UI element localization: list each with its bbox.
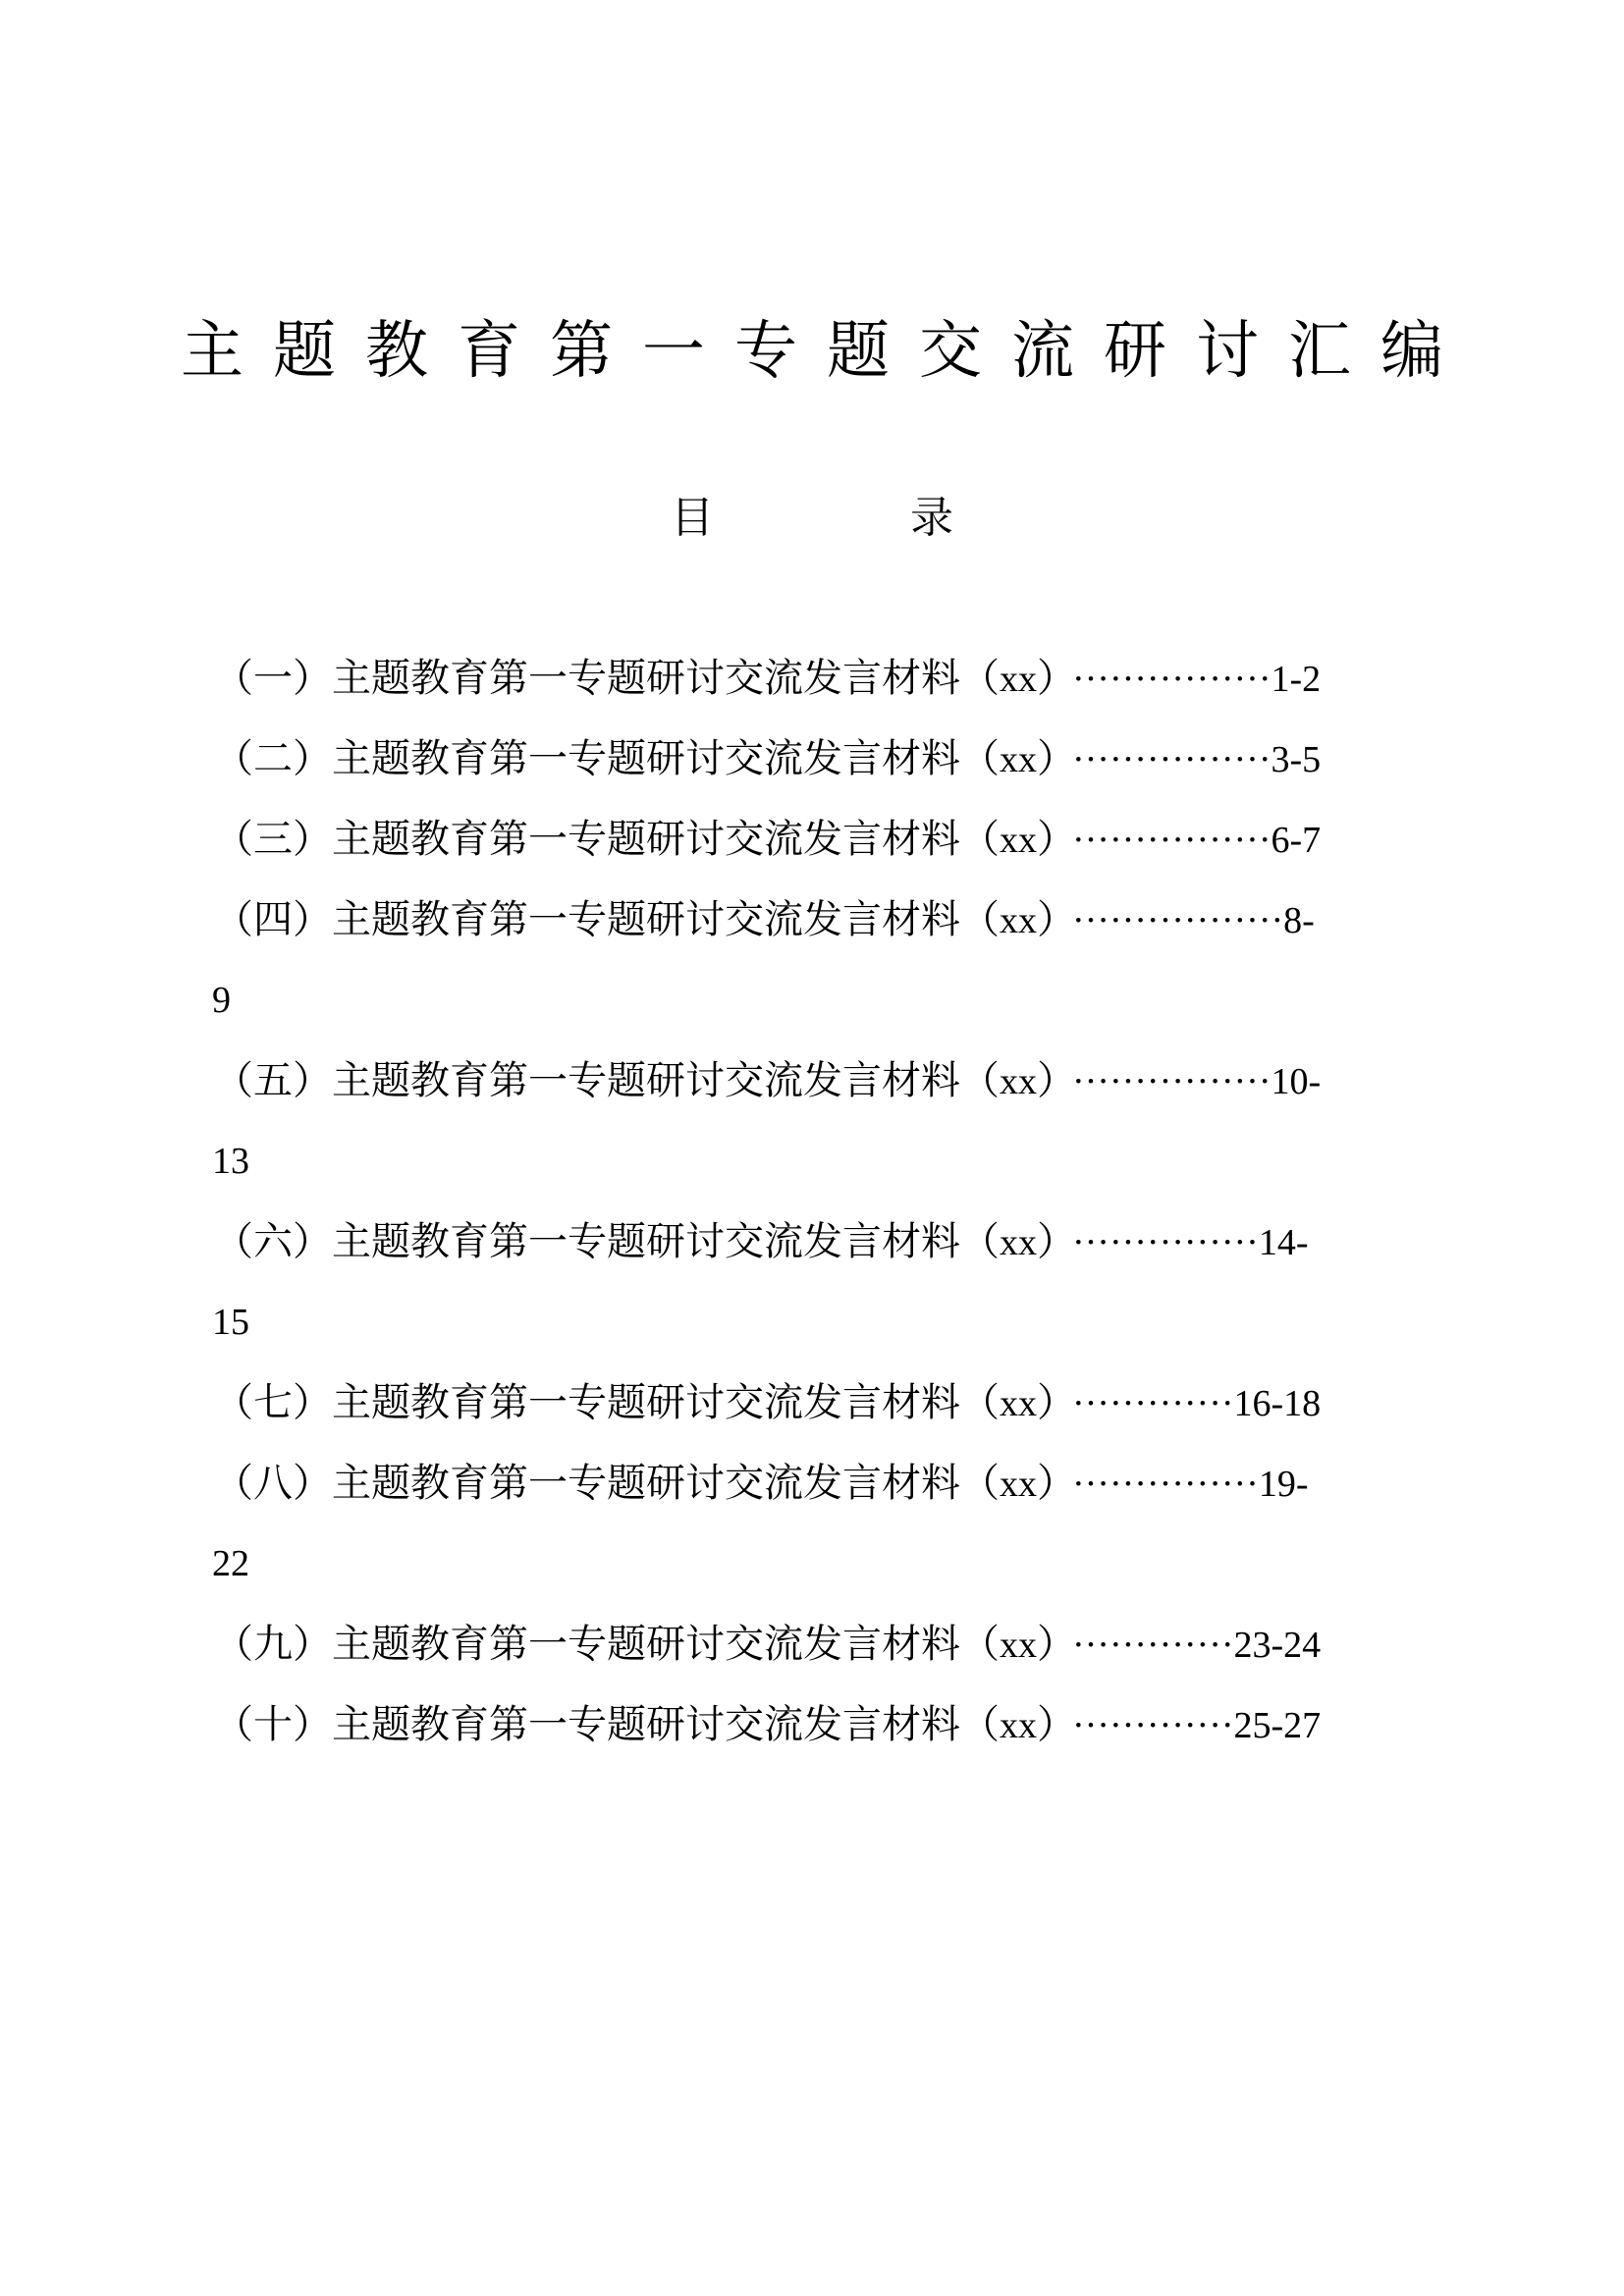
- toc-entry-author-open: （: [960, 1380, 1000, 1425]
- toc-entry[interactable]: [214, 648, 1432, 728]
- toc-entry-author-open: （: [960, 1622, 1000, 1667]
- toc-heading: [0, 489, 1624, 548]
- toc-entry[interactable]: [214, 728, 1432, 809]
- toc-entry-author: xx: [1000, 1061, 1037, 1102]
- toc-entry-pages: 25-27: [1233, 1705, 1322, 1746]
- toc-entry-author-close: ）: [1037, 1622, 1056, 1667]
- toc-entry-author-open: （: [960, 1219, 1000, 1264]
- toc-entry-dot-leader: ················: [1072, 1061, 1272, 1102]
- toc-entry-number: （三）: [214, 817, 332, 862]
- toc-entry-pages: 8-: [1283, 900, 1315, 941]
- toc-entry-pages-continued: 9: [212, 980, 231, 1021]
- toc-entry-author-close: ）: [1037, 1461, 1056, 1506]
- toc-entry-author: xx: [1000, 659, 1037, 700]
- document-title: 主题教育第一专题交流研讨汇编: [181, 315, 1473, 388]
- toc-entry-dot-leader: ·············: [1072, 1625, 1234, 1666]
- toc-entry-author: xx: [1000, 1222, 1037, 1263]
- toc-entry-author-close: ）: [1037, 736, 1056, 781]
- toc-entry-pages: 1-2: [1271, 659, 1322, 700]
- toc-entry-number: （十）: [214, 1702, 332, 1747]
- toc-entry-number: （四）: [214, 897, 332, 942]
- toc-entry-title: 主题教育第一专题研讨交流发言材料: [332, 1622, 960, 1667]
- toc-entry-pages: 19-: [1258, 1464, 1309, 1505]
- toc-entry-dot-leader: ················: [1072, 659, 1272, 700]
- toc-entry-author: xx: [1000, 1705, 1037, 1746]
- toc-entry-author-close: ）: [1037, 1219, 1056, 1264]
- toc-entry-number: （二）: [214, 736, 332, 781]
- toc-entry-title: 主题教育第一专题研讨交流发言材料: [332, 1058, 960, 1103]
- toc-entry-dot-leader: ···············: [1072, 1464, 1259, 1505]
- toc-entry-author-open: （: [960, 736, 1000, 781]
- toc-entry-author-open: （: [960, 897, 1000, 942]
- toc-entry-author-open: （: [960, 817, 1000, 862]
- toc-entry-title: 主题教育第一专题研讨交流发言材料: [332, 1380, 960, 1425]
- toc-entry-pages: 10-: [1271, 1061, 1322, 1102]
- toc-entry-author: xx: [1000, 820, 1037, 861]
- toc-entry-dot-leader: ················: [1072, 739, 1272, 780]
- toc-entry-pages-continued: 22: [212, 1543, 249, 1584]
- toc-entry-number: （六）: [214, 1219, 332, 1264]
- toc-entry-author-open: （: [960, 1702, 1000, 1747]
- toc-entry[interactable]: [214, 1694, 1432, 1775]
- toc-entry-dot-leader: ················: [1072, 820, 1272, 861]
- toc-entry-author-close: ）: [1037, 817, 1056, 862]
- toc-heading-right: 录: [910, 493, 953, 543]
- toc-entry-pages-continued: 13: [212, 1141, 249, 1182]
- toc-entry-title: 主题教育第一专题研讨交流发言材料: [332, 1702, 960, 1747]
- toc-entry[interactable]: [214, 1050, 1432, 1211]
- toc-entry-pages: 3-5: [1271, 739, 1322, 780]
- toc-heading-left: 目: [671, 493, 714, 543]
- toc-entry-author-close: ）: [1037, 897, 1056, 942]
- toc-entry-pages: 16-18: [1233, 1383, 1322, 1424]
- toc-entry-pages: 6-7: [1271, 820, 1322, 861]
- toc-entry-author-close: ）: [1037, 1702, 1056, 1747]
- toc-entry[interactable]: [214, 1211, 1432, 1372]
- toc-entry-number: （九）: [214, 1622, 332, 1667]
- toc-entry-line: [214, 1211, 1432, 1292]
- toc-entry-title: 主题教育第一专题研讨交流发言材料: [332, 897, 960, 942]
- toc-entry-line: [214, 1614, 1432, 1694]
- table-of-contents: [214, 648, 1432, 1775]
- toc-entry[interactable]: [214, 1372, 1432, 1453]
- toc-entry-author-close: ）: [1037, 656, 1056, 701]
- toc-entry-author-open: （: [960, 656, 1000, 701]
- toc-entry-title: 主题教育第一专题研讨交流发言材料: [332, 1219, 960, 1264]
- toc-entry-author-close: ）: [1037, 1058, 1056, 1103]
- toc-entry-line: [214, 728, 1432, 809]
- toc-entry-number: （一）: [214, 656, 332, 701]
- toc-entry-line: [214, 1372, 1432, 1453]
- toc-entry-author: xx: [1000, 1464, 1037, 1505]
- toc-entry-line: [214, 809, 1432, 889]
- toc-entry-author: xx: [1000, 1383, 1037, 1424]
- toc-entry-title: 主题教育第一专题研讨交流发言材料: [332, 736, 960, 781]
- toc-entry-author-open: （: [960, 1461, 1000, 1506]
- toc-entry-title: 主题教育第一专题研讨交流发言材料: [332, 817, 960, 862]
- toc-entry-number: （七）: [214, 1380, 332, 1425]
- toc-entry-number: （八）: [214, 1461, 332, 1506]
- toc-entry-author: xx: [1000, 900, 1037, 941]
- toc-entry-line: [214, 1453, 1432, 1533]
- toc-entry-pages: 23-24: [1233, 1625, 1322, 1666]
- toc-entry-author-open: （: [960, 1058, 1000, 1103]
- toc-entry-pages-continued: 15: [212, 1302, 249, 1343]
- toc-entry[interactable]: [214, 809, 1432, 889]
- toc-entry[interactable]: [214, 889, 1432, 1050]
- toc-entry-title: 主题教育第一专题研讨交流发言材料: [332, 1461, 960, 1506]
- toc-entry-dot-leader: ·················: [1072, 900, 1284, 941]
- toc-entry-number: （五）: [214, 1058, 332, 1103]
- toc-entry[interactable]: [214, 1453, 1432, 1614]
- toc-entry-line: [214, 1050, 1432, 1131]
- toc-entry[interactable]: [214, 1614, 1432, 1694]
- toc-entry-title: 主题教育第一专题研讨交流发言材料: [332, 656, 960, 701]
- toc-entry-author-close: ）: [1037, 1380, 1056, 1425]
- toc-entry-author: xx: [1000, 1625, 1037, 1666]
- toc-entry-dot-leader: ···············: [1072, 1222, 1259, 1263]
- toc-entry-line: [214, 889, 1432, 970]
- toc-entry-line: [214, 648, 1432, 728]
- toc-entry-author: xx: [1000, 739, 1037, 780]
- toc-entry-dot-leader: ·············: [1072, 1705, 1234, 1746]
- toc-entry-line: [214, 1694, 1432, 1775]
- toc-entry-dot-leader: ·············: [1072, 1383, 1234, 1424]
- toc-entry-pages: 14-: [1258, 1222, 1309, 1263]
